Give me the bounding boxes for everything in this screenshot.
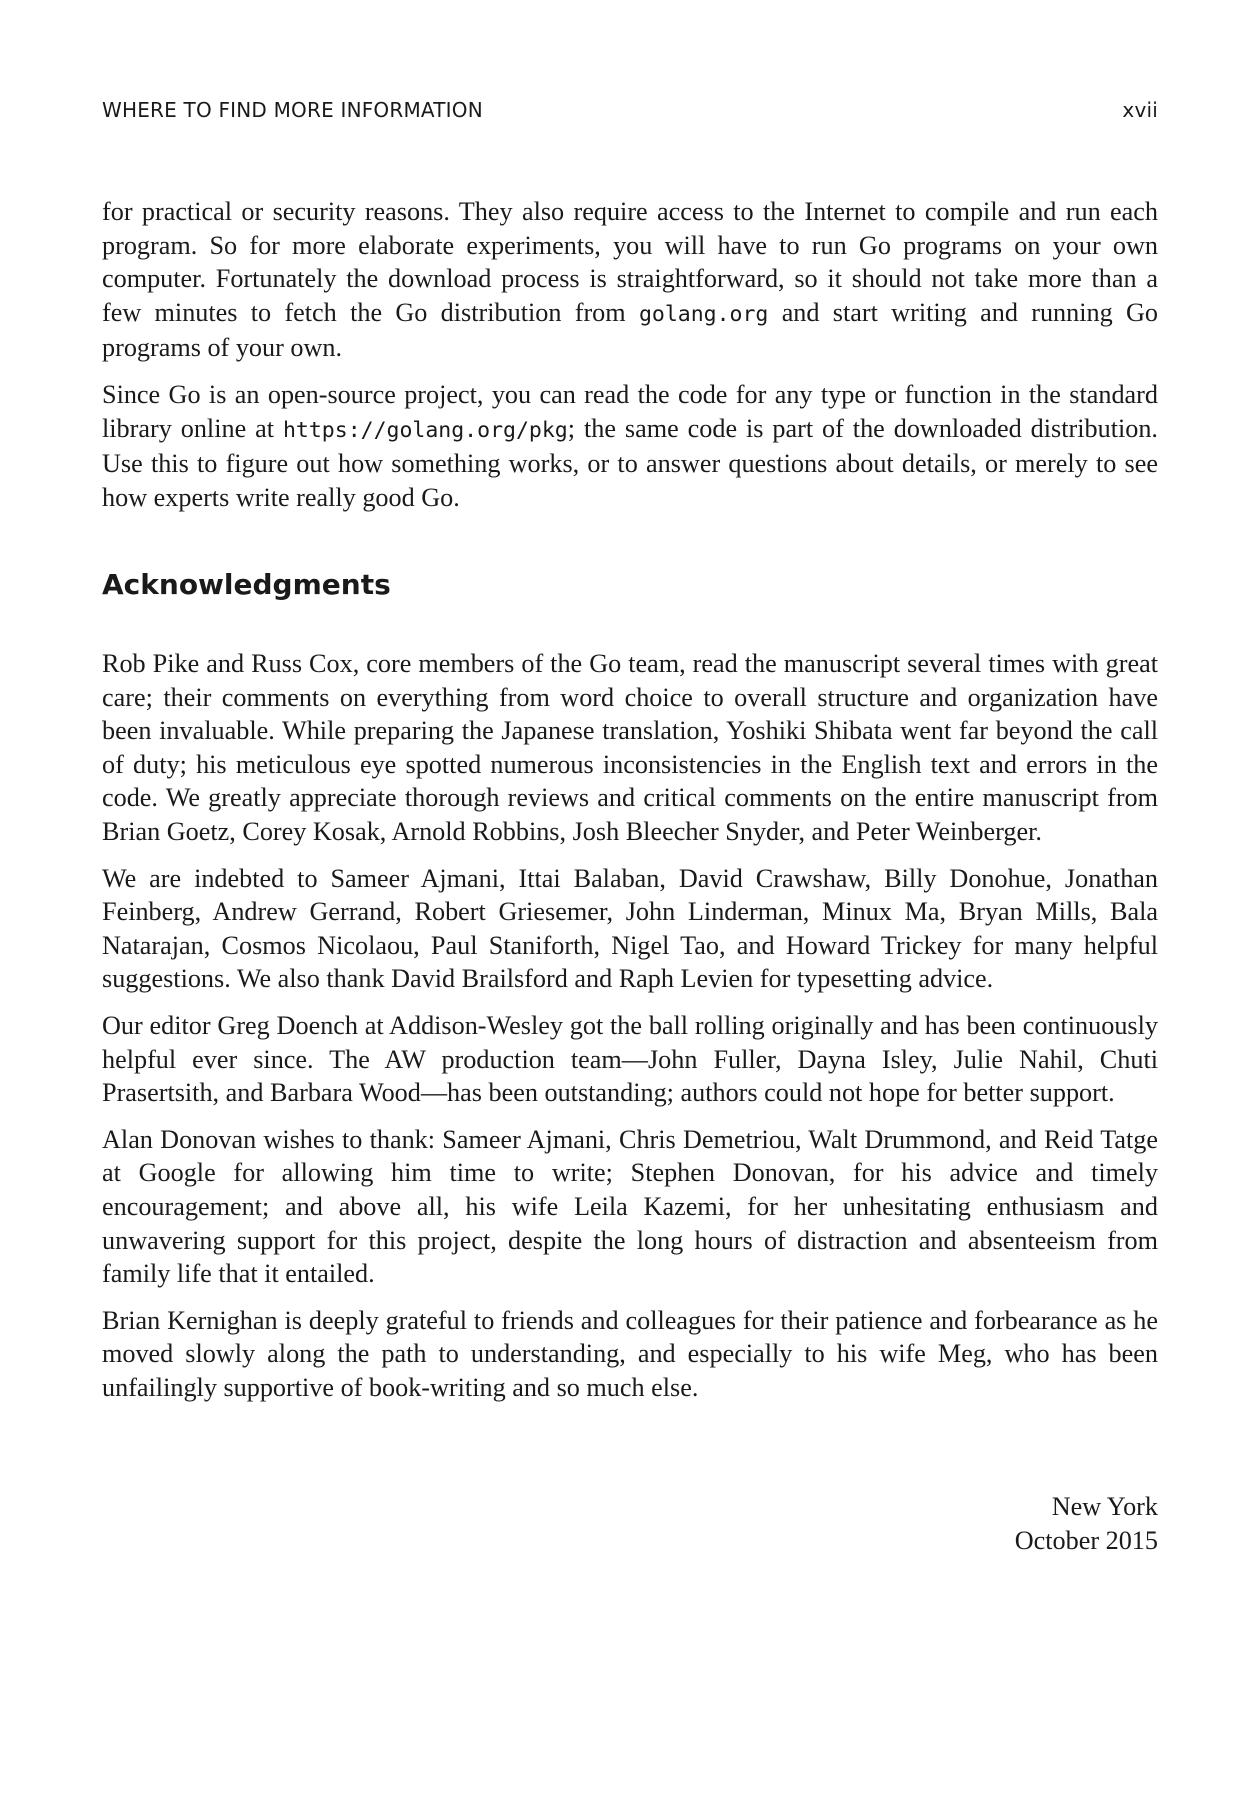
intro-paragraph-1 — [102, 195, 1158, 365]
intro-paragraph-2 — [102, 378, 1158, 514]
acknowledgments-section — [102, 647, 1158, 1417]
intro-p1-text-a: for practical or security reasons. They also require access to the Internet to compile and run each program. So for more elaborate experiments, you will have to run Go programs on your own computer. Fortunately the download process is straightforward, so it should not take more than a few minutes to fetch the Go distribution from — [102, 197, 1158, 327]
ack-paragraph: Brian Kernighan is deeply grateful to friends and colleagues for their patience and forbearance as he moved slowly along the path to understanding, and especially to his wife Meg, who has been unfailingly supportive of book-writing and so much else. — [102, 1305, 1158, 1402]
section-heading: Acknowledgments — [102, 568, 391, 601]
signoff-date: October 2015 — [1014, 1525, 1158, 1555]
ack-paragraph: Rob Pike and Russ Cox, core members of the Go team, read the manuscript several times with great care; their comments on everything from word choice to overall structure and organization have been invaluable. While preparing the Japanese translation, Yoshiki Shibata went far beyond the call of duty; his meticulous eye spotted numerous inconsistencies in the English text and errors in the code. We greatly appreciate thorough reviews and critical comments on the entire manuscript from Brian Goetz, Corey Kosak, Arnold Robbins, Josh Bleecher Snyder, and Peter Weinberger. — [102, 649, 1158, 846]
intro-p1-text-b: and start writing and running Go programs of your own. — [102, 297, 1159, 363]
ack-paragraph: We are indebted to Sameer Ajmani, Ittai Balaban, David Crawshaw, Billy Donohue, Jonathan Feinberg, Andrew Gerrand, Robert Griesemer, John Linderman, Minux Ma, Bryan Mills, Bala Natarajan, Cosmos Nicolaou, Paul Staniforth, Nigel Tao, and Howard Trickey for many helpful suggestions. We also thank David Brailsford and Raph Levien for typesetting advice. — [102, 863, 1158, 994]
running-head — [102, 98, 1158, 122]
page-number: xvii — [1122, 98, 1158, 122]
signoff — [1015, 1490, 1158, 1557]
intro-p2-text-b: ; the same code is part of the downloaded distribution. Use this to figure out how something works, or to answer questions about details, or merely to see how experts write really good Go. — [102, 413, 1158, 512]
intro-section — [102, 195, 1158, 527]
ack-paragraph: Alan Donovan wishes to thank: Sameer Ajmani, Chris Demetriou, Walt Drummond, and Reid Tatge at Google for allowing him time to write; Stephen Donovan, for his advice and timely encouragement; and above all, his wife Leila Kazemi, for her unhesitating enthusiasm and unwavering support for this project, despite the long hours of distraction and absenteeism from family life that it entailed. — [102, 1124, 1158, 1289]
intro-p2-text-a: Since Go is an open-source project, you can read the code for any type or function in the standard library online at — [102, 379, 1158, 443]
signoff-place: New York — [1051, 1492, 1158, 1521]
running-title: WHERE TO FIND MORE INFORMATION — [102, 98, 483, 122]
book-page — [102, 0, 1158, 1800]
pkg-url-code: https://golang.org/pkg — [282, 417, 568, 443]
golang-org-code: golang.org — [638, 301, 769, 327]
ack-paragraph: Our editor Greg Doench at Addison-Wesley got the ball rolling originally and has been continuously helpful ever since. The AW production team—John Fuller, Dayna Isley, Julie Nahil, Chuti Prasertsith, and Barbara Wood—has been outstanding; authors could not hope for better support. — [102, 1010, 1158, 1108]
